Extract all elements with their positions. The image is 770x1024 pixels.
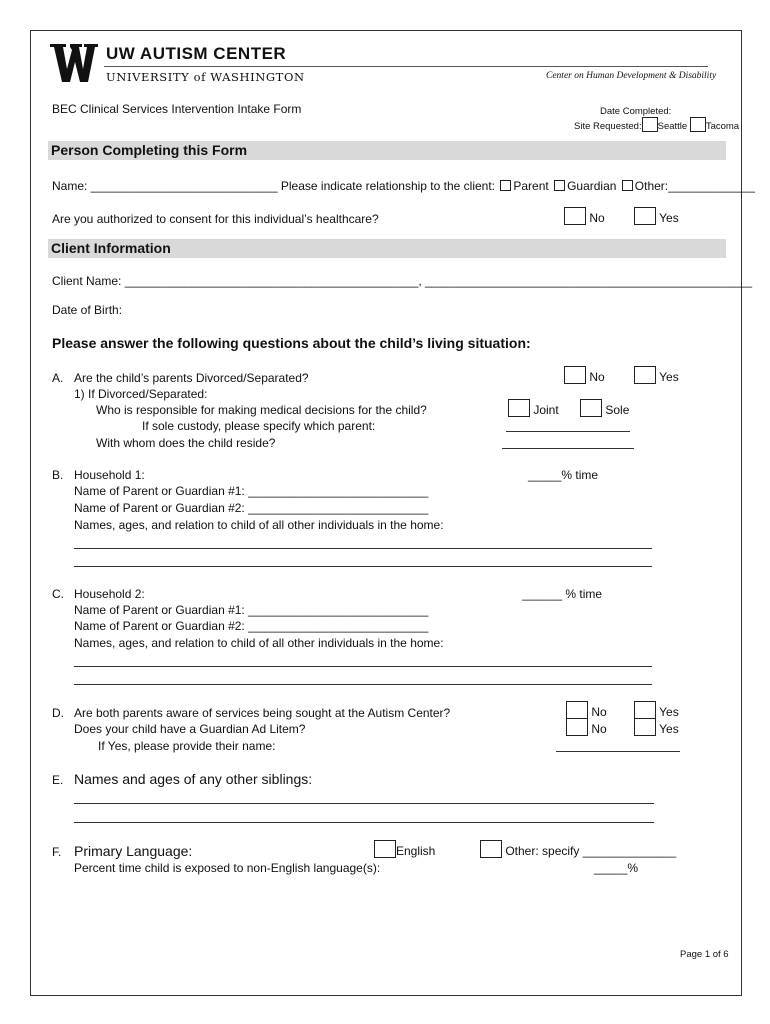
name-relationship-text: Name: ____________________________ Please indicate relationship to the client: xyxy=(52,179,496,193)
a1-question: Who is responsible for making medical decisions for the child? xyxy=(96,403,427,417)
uw-w-logo xyxy=(50,44,98,82)
joint-option xyxy=(508,399,559,417)
university-name: UNIVERSITY of WASHINGTON xyxy=(106,70,305,84)
household1-others-line1[interactable] xyxy=(74,548,652,549)
english-checkbox[interactable] xyxy=(374,840,396,858)
consent-yes xyxy=(634,207,679,225)
living-situation-heading: Please answer the following questions about the child’s living situation: xyxy=(52,335,531,351)
client-name-line: Client Name: ____________________________________________, _________________________________________________ xyxy=(52,274,753,288)
question-b-letter: B. xyxy=(52,468,64,482)
reside-line[interactable] xyxy=(502,448,634,449)
sole-label: Sole xyxy=(605,403,630,417)
section-bar-person xyxy=(48,141,726,160)
household1-others-line2[interactable] xyxy=(74,566,652,567)
a-yes-label: Yes xyxy=(659,370,679,384)
section-title-person: Person Completing this Form xyxy=(51,142,248,158)
d1-yes-checkbox[interactable] xyxy=(634,701,656,719)
question-f-letter: F. xyxy=(52,845,62,859)
household2-others-label: Names, ages, and relation to child of all other individuals in the home: xyxy=(74,636,444,650)
joint-label: Joint xyxy=(533,403,559,417)
d2-no-label: No xyxy=(591,722,607,736)
d2-yes-checkbox[interactable] xyxy=(634,718,656,736)
household2-title: Household 2: xyxy=(74,587,145,601)
english-label: English xyxy=(396,844,436,858)
household1-parent1[interactable]: Name of Parent or Guardian #1: ___________________________ xyxy=(74,484,429,498)
non-english-percent-question: Percent time child is exposed to non-English language(s): xyxy=(74,861,381,875)
section-bar-client xyxy=(48,239,726,258)
form-title: BEC Clinical Services Intervention Intake Form xyxy=(52,102,302,116)
consent-yes-checkbox[interactable] xyxy=(634,207,656,225)
guardian-checkbox[interactable] xyxy=(554,180,565,191)
d1-no-checkbox[interactable] xyxy=(566,701,588,719)
section-title-client: Client Information xyxy=(51,240,171,256)
question-e-letter: E. xyxy=(52,773,64,787)
sole-custody-question: If sole custody, please specify which parent: xyxy=(142,419,376,433)
consent-yes-label: Yes xyxy=(659,211,679,225)
primary-language-label: Primary Language: xyxy=(74,843,193,859)
question-d2-text: Does your child have a Guardian Ad Litem? xyxy=(74,722,306,736)
name-row xyxy=(52,179,755,193)
a-yes xyxy=(634,366,679,384)
household2-percent[interactable]: ______ % time xyxy=(522,587,603,601)
center-name: Center on Human Development & Disability xyxy=(546,71,717,81)
household1-others-label: Names, ages, and relation to child of all other individuals in the home: xyxy=(74,518,444,532)
header-divider xyxy=(104,66,708,67)
page-number: Page 1 of 6 xyxy=(680,949,729,960)
question-d-letter: D. xyxy=(52,706,64,720)
a-yes-checkbox[interactable] xyxy=(634,366,656,384)
question-d3-text: If Yes, please provide their name: xyxy=(98,739,276,753)
a1-label: 1) If Divorced/Separated: xyxy=(74,387,208,401)
other-checkbox[interactable] xyxy=(622,180,633,191)
reside-question: With whom does the child reside? xyxy=(96,436,276,450)
date-completed-label: Date Completed: xyxy=(600,106,672,117)
english-option xyxy=(374,840,435,858)
site-requested-row xyxy=(574,117,739,132)
household2-parent2[interactable]: Name of Parent or Guardian #2: ___________________________ xyxy=(74,619,429,633)
seattle-label: Seattle xyxy=(657,121,688,132)
consent-question: Are you authorized to consent for this individual’s healthcare? xyxy=(52,212,379,226)
sole-option xyxy=(580,399,629,417)
d2-no xyxy=(566,718,607,736)
d1-yes-label: Yes xyxy=(659,705,679,719)
sole-custody-line[interactable] xyxy=(506,431,630,432)
consent-no xyxy=(564,207,605,225)
other-language-option xyxy=(480,840,676,858)
non-english-percent-field[interactable]: _____% xyxy=(594,861,639,875)
consent-no-checkbox[interactable] xyxy=(564,207,586,225)
joint-checkbox[interactable] xyxy=(508,399,530,417)
parent-label: Parent xyxy=(513,179,549,193)
site-requested-label: Site Requested: xyxy=(574,121,642,132)
household1-title: Household 1: xyxy=(74,468,145,482)
siblings-line2[interactable] xyxy=(74,822,654,823)
d1-no-label: No xyxy=(591,705,607,719)
d2-yes-label: Yes xyxy=(659,722,679,736)
d1-no xyxy=(566,701,607,719)
question-a-text: Are the child’s parents Divorced/Separated? xyxy=(74,371,309,385)
a-no xyxy=(564,366,605,384)
household2-others-line1[interactable] xyxy=(74,666,652,667)
siblings-question: Names and ages of any other siblings: xyxy=(74,771,313,787)
sole-checkbox[interactable] xyxy=(580,399,602,417)
household2-others-line2[interactable] xyxy=(74,684,652,685)
other-label: Other:_____________ xyxy=(634,179,755,193)
tacoma-checkbox[interactable] xyxy=(690,117,706,132)
household1-parent2[interactable]: Name of Parent or Guardian #2: ___________________________ xyxy=(74,501,429,515)
household1-percent[interactable]: _____% time xyxy=(528,468,599,482)
d2-no-checkbox[interactable] xyxy=(566,718,588,736)
guardian-name-line[interactable] xyxy=(556,751,680,752)
consent-no-label: No xyxy=(589,211,605,225)
a-no-checkbox[interactable] xyxy=(564,366,586,384)
siblings-line1[interactable] xyxy=(74,803,654,804)
household2-parent1[interactable]: Name of Parent or Guardian #1: ___________________________ xyxy=(74,603,429,617)
question-c-letter: C. xyxy=(52,587,64,601)
guardian-label: Guardian xyxy=(567,179,617,193)
question-d1-text: Are both parents aware of services being sought at the Autism Center? xyxy=(74,706,451,720)
other-language-label[interactable]: Other: specify ______________ xyxy=(505,844,677,858)
a-no-label: No xyxy=(589,370,605,384)
date-of-birth-label: Date of Birth: xyxy=(52,303,123,317)
seattle-checkbox[interactable] xyxy=(642,117,658,132)
tacoma-label: Tacoma xyxy=(705,121,740,132)
other-language-checkbox[interactable] xyxy=(480,840,502,858)
parent-checkbox[interactable] xyxy=(500,180,511,191)
org-name: UW AUTISM CENTER xyxy=(106,44,287,63)
question-a-letter: A. xyxy=(52,371,64,385)
d2-yes xyxy=(634,718,679,736)
d1-yes xyxy=(634,701,679,719)
